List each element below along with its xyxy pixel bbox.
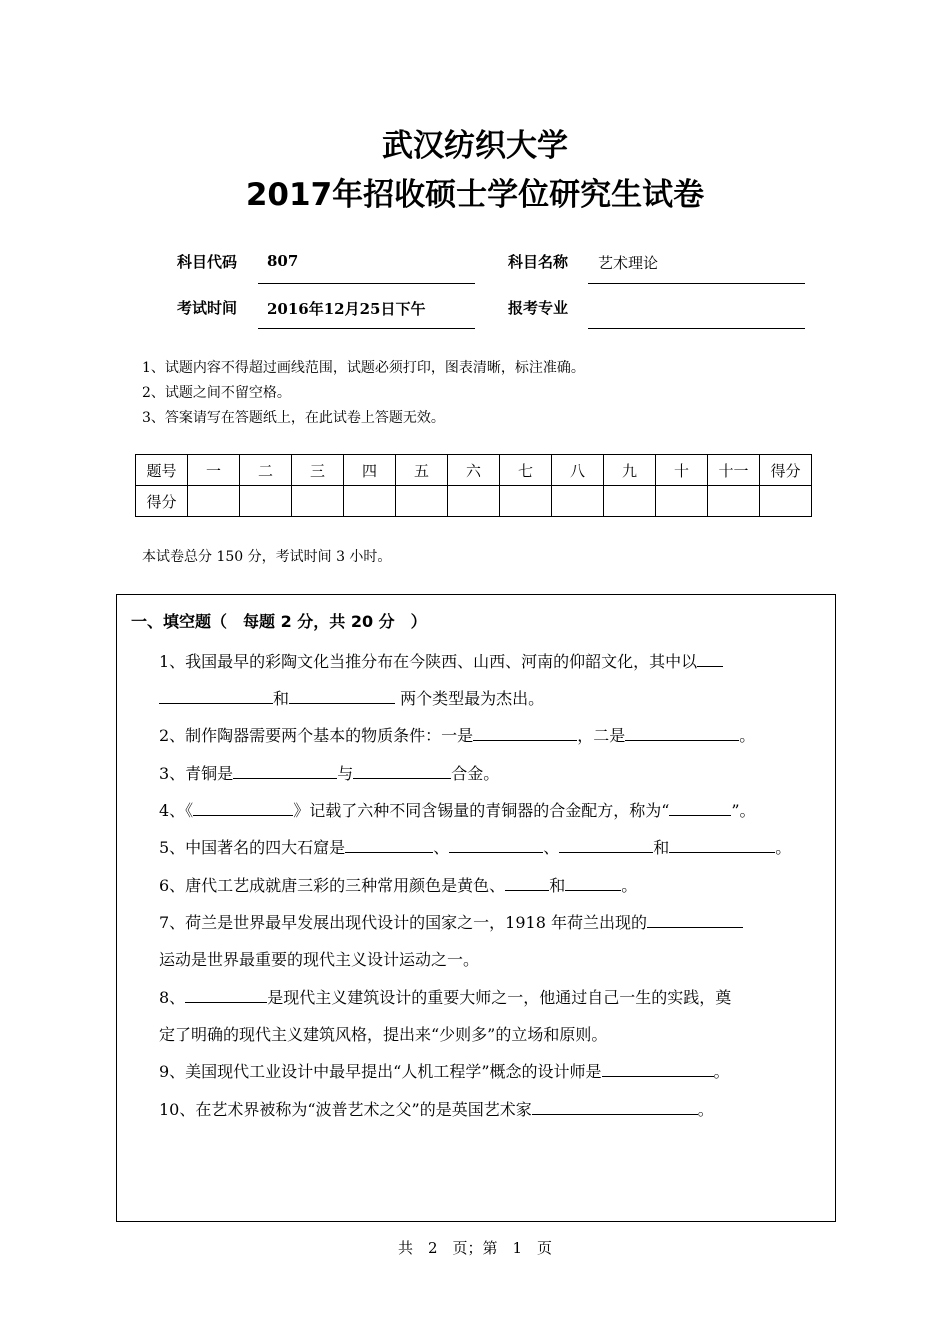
blank <box>697 652 723 667</box>
page-footer: 共 2 页；第 1 页 <box>397 1239 553 1257</box>
blank <box>565 876 621 891</box>
subject-name-label: 科目名称 <box>508 253 569 271</box>
score-header-cell: 一 <box>188 455 240 486</box>
subject-name-underline <box>588 283 805 284</box>
question-5: 5、中国著名的四大石窟是 、 、 和 。 <box>159 838 792 857</box>
score-row-label: 得分 <box>136 486 188 517</box>
score-cell <box>448 486 500 517</box>
blank <box>449 838 543 853</box>
question-1-line-2: 和 两个类型最为杰出。 <box>159 686 544 709</box>
question-10: 10、在艺术界被称为“波普艺术之父”的是英国艺术家 。 <box>159 1100 714 1119</box>
exam-time-value: 2016年12月25日下午 <box>267 300 426 318</box>
score-header-cell: 题号 <box>136 455 188 486</box>
blank <box>559 838 653 853</box>
blank <box>193 801 293 816</box>
score-header-cell: 五 <box>396 455 448 486</box>
exam-title: 2017年招收硕士学位研究生试卷 <box>245 177 705 213</box>
question-7-line-1: 7、荷兰是世界最早发展出现代设计的国家之一，1918 年荷兰出现的 <box>159 910 743 933</box>
score-header-cell: 得分 <box>760 455 812 486</box>
question-4: 4、《 》记载了六种不同含锡量的青铜器的合金配方，称为“ ”。 <box>159 801 756 820</box>
question-9: 9、美国现代工业设计中最早提出“人机工程学”概念的设计师是 。 <box>159 1062 730 1081</box>
score-header-cell: 十一 <box>708 455 760 486</box>
score-header-cell: 七 <box>500 455 552 486</box>
score-cell <box>292 486 344 517</box>
question-3: 3、青铜是 与 合金。 <box>159 764 500 783</box>
score-cell <box>656 486 708 517</box>
score-header-cell: 十 <box>656 455 708 486</box>
note-2: 2、试题之间不留空格。 <box>142 385 291 401</box>
question-7-line-2: 运动是世界最重要的现代主义设计运动之一。 <box>159 950 480 969</box>
score-header-cell: 四 <box>344 455 396 486</box>
exam-time-label: 考试时间 <box>177 299 238 317</box>
total-score-note: 本试卷总分 150 分，考试时间 3 小时。 <box>142 549 392 565</box>
blank <box>532 1100 698 1115</box>
score-cell <box>708 486 760 517</box>
score-cell <box>500 486 552 517</box>
note-3: 3、答案请写在答题纸上，在此试卷上答题无效。 <box>142 410 445 426</box>
score-header-cell: 九 <box>604 455 656 486</box>
subject-code-underline <box>258 283 475 284</box>
question-8-line-1: 8、 是现代主义建筑设计的重要大师之一，他通过自己一生的实践，奠 <box>159 988 732 1007</box>
blank <box>185 988 267 1003</box>
question-2: 2、制作陶器需要两个基本的物质条件：一是 ，二是 。 <box>159 726 756 745</box>
score-header-cell: 三 <box>292 455 344 486</box>
question-1-line-1: 1、我国最早的彩陶文化当推分布在今陕西、山西、河南的仰韶文化，其中以 <box>159 649 723 672</box>
note-1: 1、试题内容不得超过画线范围，试题必须打印，图表清晰，标注准确。 <box>142 360 585 376</box>
questions-box <box>116 594 836 1222</box>
score-header-cell: 六 <box>448 455 500 486</box>
blank <box>647 913 743 928</box>
blank <box>233 764 337 779</box>
score-cell <box>344 486 396 517</box>
blank <box>289 689 395 704</box>
score-cell <box>604 486 656 517</box>
question-8-line-2: 定了明确的现代主义建筑风格，提出来“少则多”的立场和原则。 <box>159 1025 608 1044</box>
blank <box>473 726 577 741</box>
major-underline <box>588 328 805 329</box>
score-cell <box>240 486 292 517</box>
score-table-score-row <box>136 486 812 517</box>
question-6: 6、唐代工艺成就唐三彩的三种常用颜色是黄色、 和 。 <box>159 876 638 895</box>
section-title: 一、填空题（ 每题 2 分，共 20 分 ） <box>131 612 427 631</box>
subject-code-label: 科目代码 <box>177 253 238 271</box>
blank <box>602 1062 714 1077</box>
blank <box>353 764 451 779</box>
blank <box>625 726 739 741</box>
blank <box>505 876 549 891</box>
major-label: 报考专业 <box>508 299 569 317</box>
blank <box>345 838 433 853</box>
university-title: 武汉纺织大学 <box>382 128 568 164</box>
score-cell <box>760 486 812 517</box>
score-header-cell: 二 <box>240 455 292 486</box>
score-cell <box>552 486 604 517</box>
subject-code-value: 807 <box>267 252 299 270</box>
score-cell <box>188 486 240 517</box>
blank <box>669 801 731 816</box>
blank <box>159 689 273 704</box>
score-table <box>135 454 812 517</box>
blank <box>669 838 775 853</box>
score-cell <box>396 486 448 517</box>
subject-name-value: 艺术理论 <box>598 254 659 272</box>
score-header-cell: 八 <box>552 455 604 486</box>
score-table-header-row <box>136 455 812 486</box>
exam-time-underline <box>258 328 475 329</box>
